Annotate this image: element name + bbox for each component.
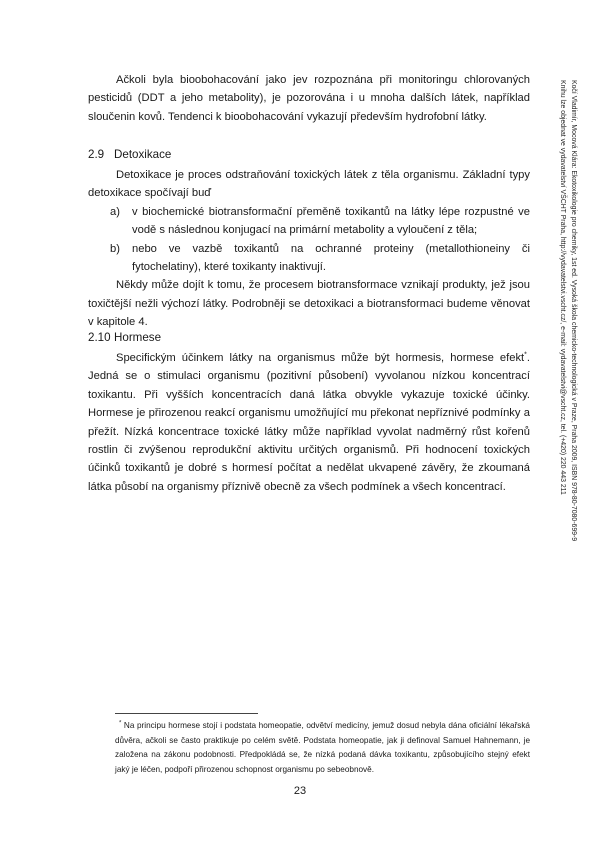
detoxikace-closing-paragraph: Někdy může dojít k tomu, že procesem biotransformace vznikají produkty, jež jsou toxičtější nežli výchozí látky. Podrobněji se detoxikaci a biotransformaci budeme věnovat v kapitole 4.: [88, 279, 530, 329]
hormese-section-body: [88, 349, 530, 496]
list-item-text: v biochemické biotransformační přeměně toxikantů na látky lépe rozpustné ve vodě s následnou konjugací na primární metabolity a vyloučení z těla;: [132, 205, 530, 237]
hormese-text-part-1: Specifickým účinkem látky na organismus může být hormesis, hormese efekt: [116, 352, 525, 364]
list-item-marker: b): [110, 242, 120, 255]
section-title: Detoxikace: [114, 148, 172, 161]
detoxikace-list: [88, 203, 530, 277]
footnote-text: Na principu hormese stojí i podstata homeopatie, odvětví medicíny, jemuž dosud nebyla dána oficiální lékařská důvěra, ačkoli se často praktikuje po celém světě. Podstata homeopatie, jak ji definoval Samuel Hahnemann, je založena na zákonu podobnosti. Předpokládá se, že nízká podaná dávka toxikantu, způsobujícího stejný efekt jaký je léčen, podpoří přirozenou schopnost organismu po sebeobnově.: [115, 721, 530, 774]
page-number: 23: [293, 785, 307, 797]
list-item-text: nebo ve vazbě toxikantů na ochranné proteiny (metallothioneiny či fytochelatiny), které toxikanty inaktivují.: [132, 242, 530, 274]
section-number: 2.9: [88, 148, 105, 161]
list-item-marker: a): [110, 205, 120, 218]
footnote-marker: *: [119, 720, 122, 727]
list-item: [110, 203, 530, 240]
section-heading-detoxikace: [88, 147, 171, 163]
detoxikace-section-body: [88, 166, 530, 332]
citation-line: Kočí Vladimír, Mocová Klára: Ekotoxikologie pro chemiky, 1st ed. Vysoká škola chemicko-technologická v Praze, Praha 2009, ISBN 978-80-7080-699-9: [570, 80, 577, 542]
hormese-text-part-2: . Jedná se o stimulaci organismu (pozitivní působení) vyvolanou nízkou koncentrací toxikantu. Při vyšších koncentracích daná látka obvykle vykazuje toxické účinky. Hormese je přirozenou reakcí organismu umožňující mu překonat nepříznivé podmínky a přežít. Nízká koncentrace toxické látky může například vyvolat nadměrný růst kořenů rostlin či zvýšenou reprodukční aktivitu určitých organismů. Při hodnocení toxických účinků toxikantů je dobré s hormesí počítat a nedělat ukvapené závěry, že zkoumaná látka působí na organismy příznivě obecně za všech podmínek a všech koncentrací.: [88, 352, 530, 493]
section-title: Hormese: [114, 331, 162, 344]
side-citation-rotated-text: [557, 80, 579, 580]
intro-paragraph-text: Ačkoli byla bioobohacování jako jev rozpoznána při monitoringu chlorovaných pesticidů (DDT a jeho metabolity), je pozorována i u mnoha dalších látek, například sloučenin kovů. Tendenci k bioobohacování vykazují především hydrofobní látky.: [88, 74, 530, 123]
intro-paragraph: [88, 71, 530, 126]
footnote-reference[interactable]: *: [524, 351, 527, 359]
hormese-paragraph: [88, 349, 530, 496]
section-heading-hormese: [88, 330, 161, 346]
side-citation-note: [551, 80, 579, 580]
footnote-separator: [115, 713, 258, 714]
footnote: [115, 719, 530, 777]
order-info-line: Knihu lze objednat ve vydavatelství VŠCHT Praha, http://vydavatelstvi.vscht.cz/, e-mail: vydavatelstvi@vscht.cz, tel. (+420) 220 443 211: [559, 80, 566, 495]
section-number: 2.10: [88, 331, 111, 344]
detoxikace-lead-paragraph: Detoxikace je proces odstraňování toxických látek z těla organismu. Základní typy detoxikace spočívají buď: [88, 169, 530, 200]
list-item: [110, 240, 530, 277]
